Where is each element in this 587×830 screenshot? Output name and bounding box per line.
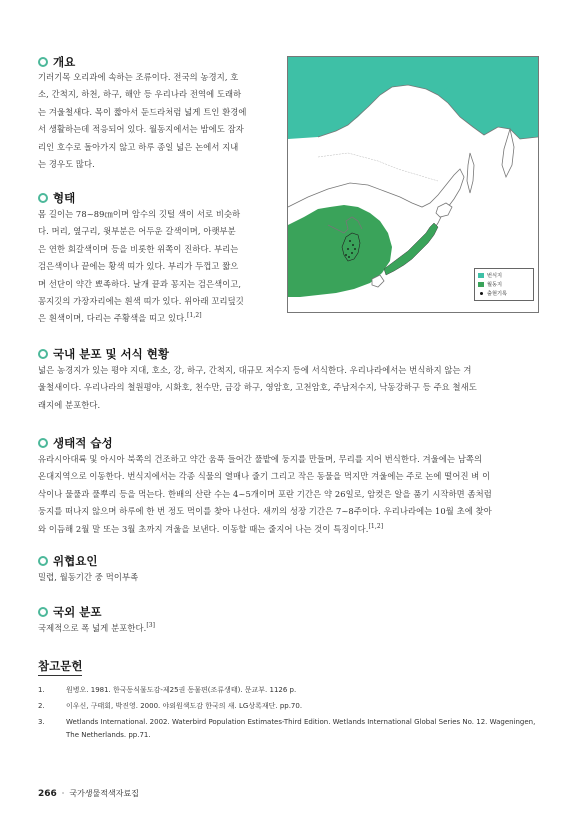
reference-number: 2. bbox=[38, 702, 45, 710]
occurrence-dot bbox=[352, 244, 354, 246]
section-heading-domestic bbox=[38, 346, 169, 362]
legend-dot-icon bbox=[480, 292, 483, 295]
citation: [3] bbox=[146, 622, 156, 629]
text-line: 래지에 분포한다. bbox=[38, 399, 101, 410]
heading-text: 형태 bbox=[53, 191, 76, 205]
text-line: 리인 호수로 돌아가지 않고 하루 종일 넓은 논에서 지내 bbox=[38, 141, 239, 152]
circle-bullet-icon bbox=[38, 438, 48, 448]
occurrence-dot bbox=[351, 252, 353, 254]
text-line: 꽁지깃의 가장자리에는 흰색 띠가 있다. 위아래 꼬리덮깃 bbox=[38, 296, 244, 307]
text-line: 은 연한 회갈색이며 등을 비롯한 위쪽이 진하다. 부리는 bbox=[38, 243, 239, 254]
citation: [1,2] bbox=[368, 522, 384, 530]
citation: [1,2] bbox=[187, 312, 202, 320]
text-line bbox=[38, 521, 550, 538]
section-heading-ecology bbox=[38, 435, 113, 451]
references-heading: 참고문헌 bbox=[38, 658, 82, 676]
border-line bbox=[318, 153, 438, 181]
circle-bullet-icon bbox=[38, 349, 48, 359]
text-line: 온대지역으로 이동한다. 번식지에서는 각종 식물의 열매나 줄기 그리고 작은 동물을 먹지만 겨울에는 주로 논에 떨어진 벼 이 bbox=[38, 471, 491, 482]
occurrence-dot bbox=[347, 248, 349, 250]
text-line: 서 생활하는데 적응되어 있다. 월동지에서는 밤에도 잠자 bbox=[38, 124, 244, 135]
circle-bullet-icon bbox=[38, 607, 48, 617]
circle-bullet-icon bbox=[38, 556, 48, 566]
text-line: 다. 머리, 옆구리, 윗부분은 어두운 갈색이며, 아랫부분 bbox=[38, 226, 236, 237]
text-line: 검은색이나 끝에는 황색 띠가 있다. 부리가 두껍고 짧으 bbox=[38, 261, 239, 272]
text-line: 는 겨울철새다. 목이 짧아서 둔드라처럼 넓게 트인 환경에 bbox=[38, 106, 247, 117]
text-line: 삭이나 물풀과 풀뿌리 등을 먹는다. 한배의 산란 수는 4~5개이며 포란 기간은 약 26일로, 암컷은 알을 품기 시작하면 좀처럼 bbox=[38, 488, 492, 499]
heading-text: 국내 분포 및 서식 현황 bbox=[53, 347, 169, 361]
text-line: 밀렵, 월동기간 중 먹이부족 bbox=[38, 572, 139, 582]
section-heading-foreign bbox=[38, 604, 101, 620]
footer-separator: · bbox=[61, 789, 65, 798]
text-line: 울철새이다. 우리나라의 철원평야, 시화호, 천수만, 금강 하구, 영암호, 고천암호, 주남저수지, 낙동강하구 등 주요 철새도 bbox=[38, 382, 477, 393]
occurrence-dot bbox=[348, 256, 350, 258]
circle-bullet-icon bbox=[38, 57, 48, 67]
reference-text: 원병오. 1981. 한국동식물도감-제25권 동물편(조류생태). 문교부. 1126 p. bbox=[66, 686, 297, 694]
ecology-paragraph bbox=[38, 451, 550, 538]
reference-number: 3. bbox=[38, 718, 45, 726]
threats-paragraph bbox=[38, 569, 550, 586]
text-line: 소, 간척지, 하천, 하구, 해안 등 우리나라 전역에 도래하 bbox=[38, 89, 242, 100]
island-outline bbox=[467, 153, 474, 193]
text-line: 며 선단이 약간 뾰족하다. 날개 끝과 꽁지는 검은색이고, bbox=[38, 278, 242, 289]
reference-number: 1. bbox=[38, 686, 45, 694]
text-line: 둥지를 떠나지 않으며 하루에 한 번 정도 먹이를 찾아 나선다. 새끼의 성장 기간은 7~8주이다. 우리나라에는 10월 초에 찾아 bbox=[38, 506, 492, 517]
legend-item-wintering bbox=[478, 280, 530, 289]
text-span: 와 이듬해 2월 말 또는 3월 초까지 겨울을 보낸다. 이동할 때는 줄지어 나는 것이 특징이다. bbox=[38, 523, 369, 534]
text-span: 국제적으로 폭 넓게 분포한다. bbox=[38, 623, 147, 633]
text-line bbox=[38, 620, 550, 637]
page-footer bbox=[38, 788, 139, 799]
wintering-region-japan bbox=[384, 223, 438, 275]
section-heading-form bbox=[38, 190, 75, 206]
heading-text: 국외 분포 bbox=[53, 605, 102, 619]
heading-text: 위협요인 bbox=[53, 554, 98, 568]
foreign-paragraph bbox=[38, 620, 550, 637]
text-line: 유라시아대륙 및 아시아 북쪽의 건조하고 약간 움푹 들어간 풀밭에 둥지를 만들며, 무리를 지어 번식한다. 겨울에는 남쪽의 bbox=[38, 454, 483, 464]
breeding-region bbox=[288, 57, 538, 139]
legend-label: 번식지 bbox=[487, 273, 503, 279]
page-number: 266 bbox=[38, 788, 57, 799]
text-line bbox=[38, 310, 278, 327]
form-paragraph bbox=[38, 206, 278, 328]
legend-item-occurrence bbox=[478, 289, 530, 298]
map-legend bbox=[474, 268, 534, 301]
reference-text: Wetlands International. 2002. Waterbird Population Estimates-Third Edition. Wetlands International Global Series No. 12. Wageningen, The Netherlands. pp.71. bbox=[66, 718, 536, 739]
reference-item bbox=[38, 700, 550, 713]
circle-bullet-icon bbox=[38, 193, 48, 203]
peninsula-outline bbox=[502, 129, 514, 177]
reference-item bbox=[38, 716, 550, 742]
legend-label: 월동지 bbox=[487, 282, 503, 288]
legend-swatch bbox=[478, 282, 484, 287]
text-line: 는 경우도 많다. bbox=[38, 159, 95, 170]
legend-item-breeding bbox=[478, 271, 530, 280]
section-heading-overview bbox=[38, 54, 75, 70]
overview-paragraph bbox=[38, 69, 278, 173]
footer-title: 국가생물적색자료집 bbox=[69, 789, 139, 798]
occurrence-dot bbox=[354, 248, 356, 250]
text-line: 넓은 농경지가 있는 평야 지대, 호소, 강, 하구, 간척지, 대규모 저수지 등에 서식한다. 우리나라에서는 번식하지 않는 겨 bbox=[38, 365, 472, 375]
japan-north-island bbox=[436, 203, 452, 217]
domestic-paragraph bbox=[38, 362, 550, 414]
legend-label: 출현기록 bbox=[487, 291, 508, 297]
text-span: 은 흰색이며, 다리는 주황색을 띠고 있다. bbox=[38, 313, 187, 324]
text-line: 기러기목 오리과에 속하는 조류이다. 전국의 농경지, 호 bbox=[38, 72, 239, 82]
legend-swatch bbox=[478, 273, 484, 278]
occurrence-dot bbox=[349, 240, 351, 242]
occurrence-dot bbox=[345, 254, 347, 256]
text-line: 몸 길이는 78~89㎝이며 암수의 깃털 색이 서로 비슷하 bbox=[38, 209, 241, 219]
heading-text: 개요 bbox=[53, 55, 76, 69]
section-heading-threats bbox=[38, 553, 97, 569]
heading-text: 생태적 습성 bbox=[53, 436, 113, 450]
reference-text: 이우신, 구태회, 박진영. 2000. 야외원색도감 한국의 새. LG상록재단. pp.70. bbox=[66, 702, 303, 710]
reference-item bbox=[38, 684, 550, 697]
